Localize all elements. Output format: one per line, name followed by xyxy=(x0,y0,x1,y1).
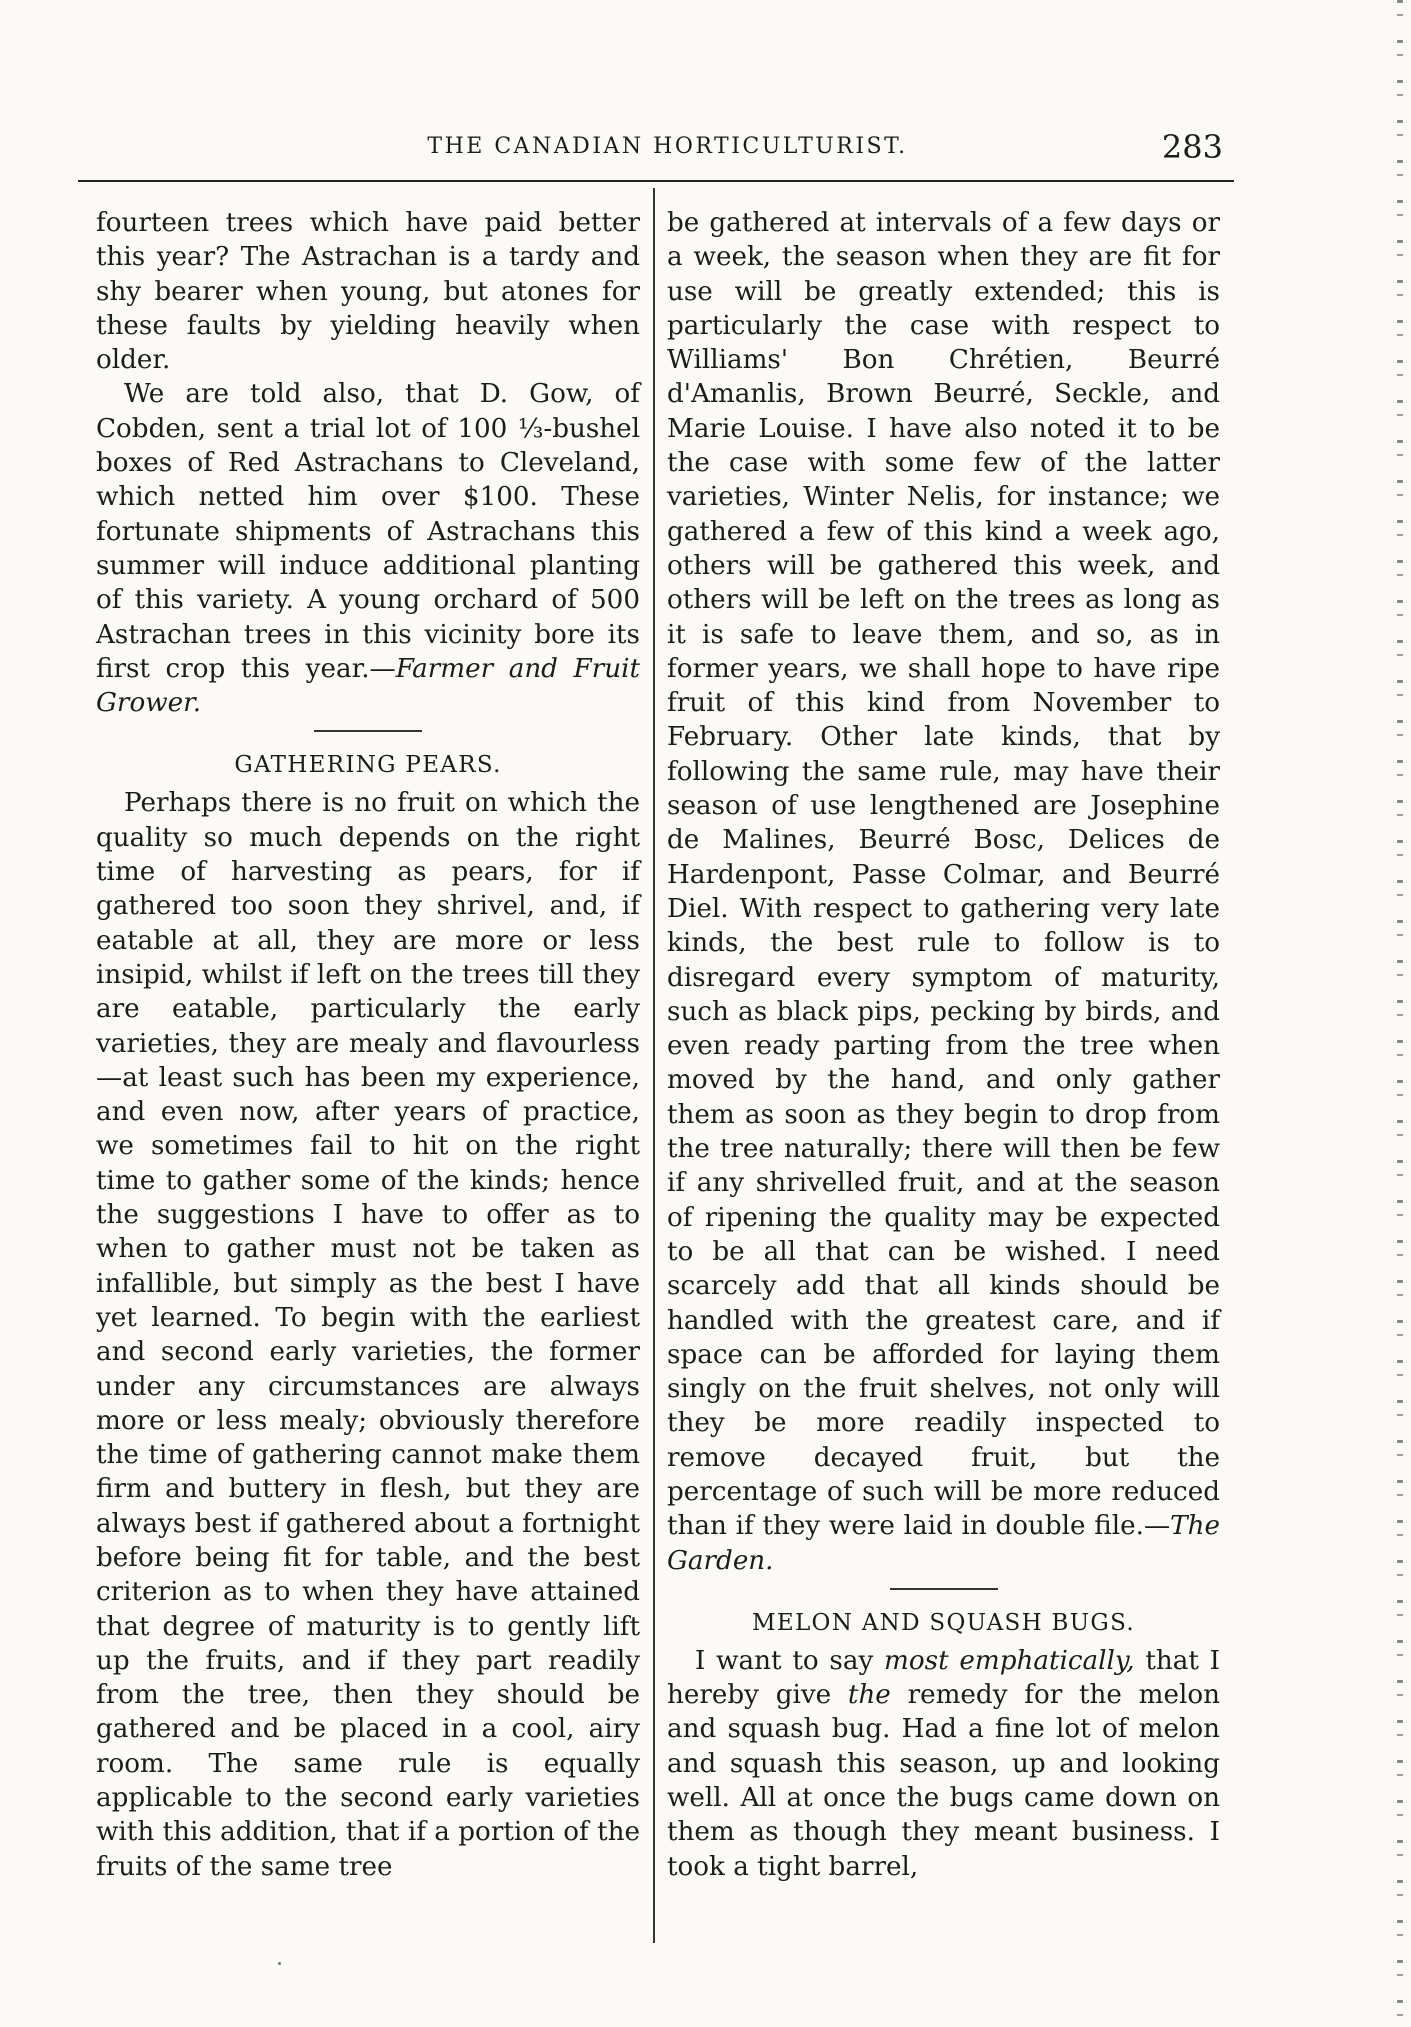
paragraph-text: remedy for the melon and squash bug. Had a fine lot of melon and squash this season, up and looking well. All at once the bugs came down on them as though they meant business. I took a tight barrel, xyxy=(667,1680,1220,1882)
paragraph-text: We are told also, that D. Gow, of Cobden, sent a trial lot of 100 ⅓-bushel boxes of Red Astrachans to Cleveland, which netted him over $100. These fortunate shipments of Astrachans this summer will induce additional planting of this variety. A young orchard of 500 Astrachan trees in this vicinity bore its first crop this year.— xyxy=(96,379,640,684)
scan-speck xyxy=(278,1962,281,1965)
paragraph: fourteen trees which have paid better this year? The Astrachan is a tardy and shy bearer when young, but atones for these faults by yielding heavily when older. xyxy=(96,208,640,376)
paragraph xyxy=(96,377,640,720)
section-heading: MELON AND SQUASH BUGS. xyxy=(752,1609,1135,1636)
paragraph-text: that I hereby give xyxy=(667,1645,1220,1711)
right-column xyxy=(667,206,1220,1884)
running-header xyxy=(100,120,1235,170)
header-rule xyxy=(78,180,1234,182)
paragraph: Perhaps there is no fruit on which the quality so much depends on the right time of harvesting as pears, for if gathered too soon they shrivel, and, if eatable at all, they are more or less insipid, whilst if left on the trees till they are eatable, particularly the early varieties, they are mealy and flavourless—at least such has been my experience, and even now, after years of practice, we sometimes fail to hit on the right time to gather some of the kinds; hence the suggestions I have to offer as to when to gather must not be taken as infallible, but simply as the best I have yet learned. To begin with the earliest and second early varieties, the former under any circumstances are always more or less mealy; obviously therefore the time of gathering cannot make them firm and buttery in flesh, but they are always best if gathered about a fortnight before being fit for table, and the best criterion as to when they have attained that degree of maturity is to gently lift up the fruits, and if they part readily from the tree, then they should be gathered and be placed in a cool, airy room. The same rule is equally applicable to the second early varieties with this addition, that if a portion of the fruits of the same tree xyxy=(96,788,640,1882)
section-divider xyxy=(890,1588,998,1590)
source-citation: Farmer and Fruit Grower. xyxy=(96,653,640,719)
page-number: 283 xyxy=(1161,128,1223,166)
paragraph xyxy=(667,1644,1220,1884)
section-divider xyxy=(314,730,422,732)
section-heading: GATHERING PEARS. xyxy=(234,752,502,779)
paragraph-text: I want to say xyxy=(695,1645,885,1676)
scanned-page-edge xyxy=(1397,0,1403,2027)
column-divider xyxy=(653,188,655,1943)
emphasis: most emphatically, xyxy=(884,1645,1135,1676)
emphasis: the xyxy=(847,1680,891,1711)
source-citation: The Garden. xyxy=(667,1511,1220,1576)
journal-title: THE CANADIAN HORTICULTURIST. xyxy=(427,134,908,159)
paragraph xyxy=(667,206,1220,1578)
left-column xyxy=(96,206,640,1884)
paragraph-text: be gathered at intervals of a few days or a week, the season when they are fit for use will be greatly extended; this is particularly the case with respect to Williams' Bon Chrétien, Beurré d'Amanlis, Brown Beurré, Seckle, and Marie Louise. I have also noted it to be the case with some few of the latter varieties, Winter Nelis, for instance; we gathered a few of this kind a week ago, others will be gathered this week, and others will be left on the trees as long as it is safe to leave them, and so, as in former years, we shall hope to have ripe fruit of this kind from November to February. Other late kinds, that by following the same rule, may have their season of use lengthened are Josephine de Malines, Beurré Bosc, Delices de Hardenpont, Passe Colmar, and Beurré Diel. With respect to gathering very late kinds, the best rule to follow is to disregard every symptom of maturity, such as black pips, pecking by birds, and even ready parting from the tree when moved by the hand, and only gather them as soon as they begin to drop from the tree naturally; there will then be few if any shrivelled fruit, and at the season of ripening the quality may be expected to be all that can be wished. I need scarcely add that all kinds should be handled with the greatest care, and if space can be afforded for laying them singly on the fruit shelves, not only will they be more readily inspected to remove decayed fruit, but the percentage of such will be more reduced than if they were laid in double file.— xyxy=(667,208,1220,1542)
